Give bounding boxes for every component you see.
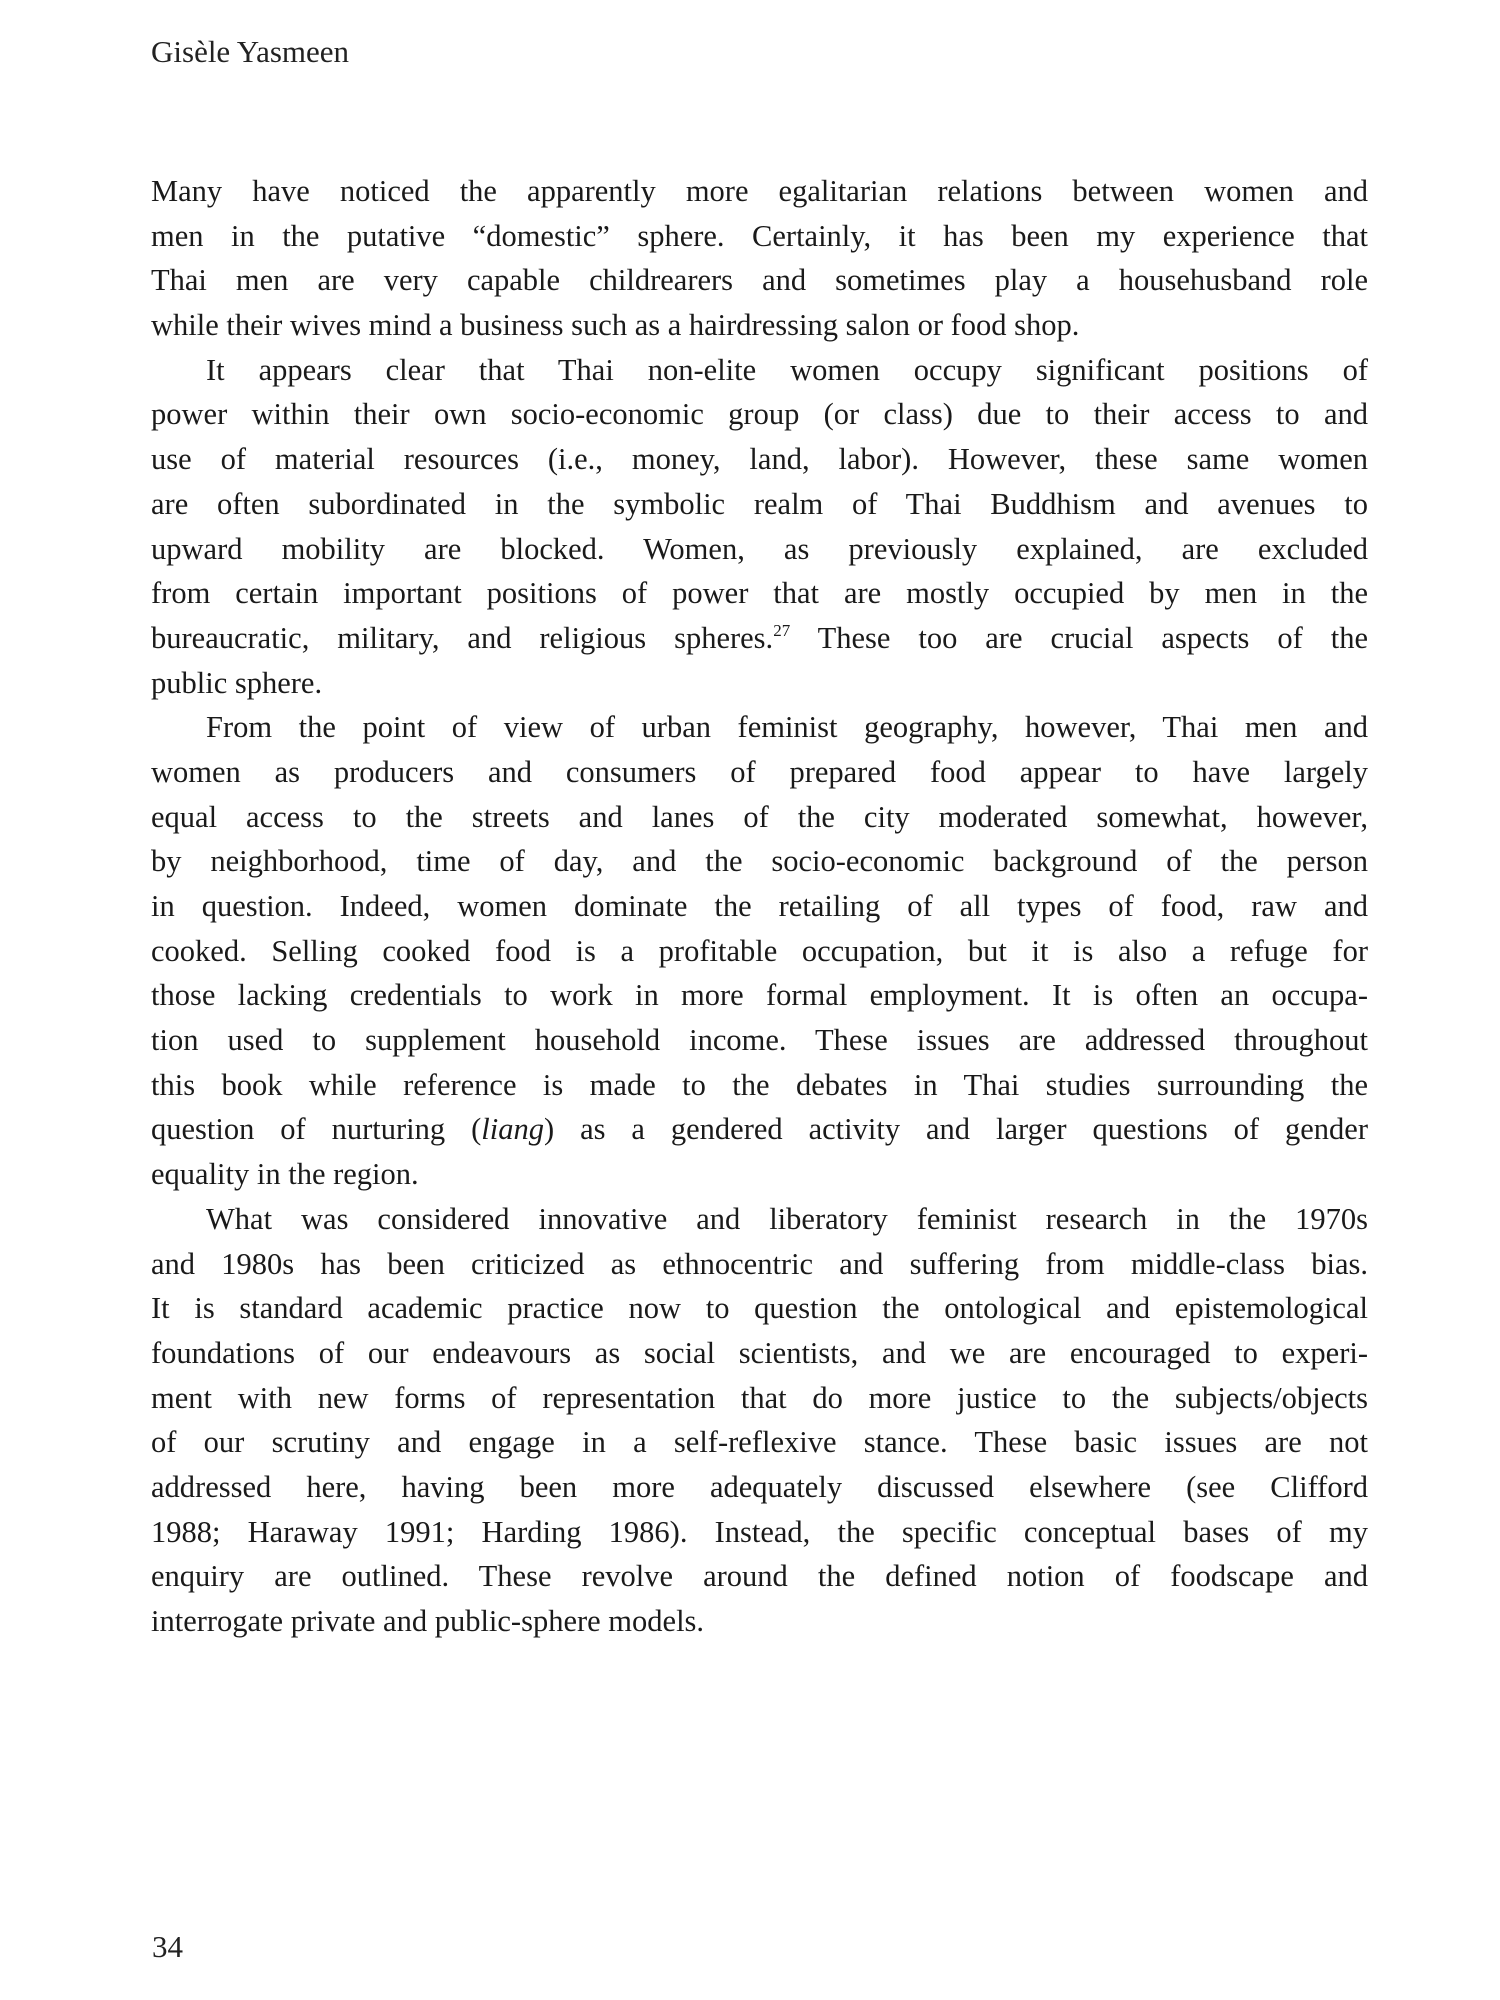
text-line: foundations of our endeavours as social scientists, and we are encouraged to experi-: [151, 1335, 1368, 1370]
text-line: addressed here, having been more adequately discussed elsewhere (see Clifford: [151, 1469, 1368, 1504]
italic-term: liang: [481, 1112, 544, 1147]
text-line: men in the putative “domestic” sphere. Certainly, it has been my experience that: [151, 218, 1368, 253]
text-line: tion used to supplement household income. These issues are addressed throughout: [151, 1023, 1368, 1058]
page-number: 34: [152, 1929, 183, 1964]
text-line: enquiry are outlined. These revolve around the defined notion of foodscape and: [151, 1559, 1368, 1594]
running-head-author: Gisèle Yasmeen: [151, 34, 350, 69]
text-line: What was considered innovative and liberatory feminist research in the 1970s: [206, 1201, 1368, 1236]
text-line: of our scrutiny and engage in a self-reflexive stance. These basic issues are not: [151, 1425, 1368, 1460]
text-line: equal access to the streets and lanes of the city moderated somewhat, however,: [151, 799, 1368, 834]
text-line: 1988; Haraway 1991; Harding 1986). Instead, the specific conceptual bases of my: [151, 1514, 1368, 1549]
text-line: interrogate private and public-sphere models.: [151, 1604, 705, 1638]
text-line: those lacking credentials to work in more formal employment. It is often an occupa-: [151, 978, 1368, 1013]
text-line: cooked. Selling cooked food is a profitable occupation, but it is also a refuge for: [151, 933, 1368, 968]
body-text: [151, 169, 1368, 1644]
text-line: It is standard academic practice now to question the ontological and epistemological: [151, 1291, 1368, 1326]
text-line: Thai men are very capable childrearers and sometimes play a househusband role: [151, 263, 1368, 298]
text-line: bureaucratic, military, and religious spheres.$^{27}$ These too are crucial aspects of the: [151, 620, 1368, 655]
text-line: and 1980s has been criticized as ethnocentric and suffering from middle-class bias.: [151, 1246, 1368, 1281]
text-line: It appears clear that Thai non-elite women occupy significant positions of: [206, 352, 1368, 387]
text-line: in question. Indeed, women dominate the retailing of all types of food, raw and: [151, 889, 1368, 923]
text-line: public sphere.: [151, 665, 323, 700]
text-line: question of nurturing (liang) as a gendered activity and larger questions of gender: [151, 1112, 1368, 1147]
paragraph: [151, 169, 1368, 348]
text-line: by neighborhood, time of day, and the socio-economic background of the person: [151, 844, 1368, 879]
text-line: Many have noticed the apparently more egalitarian relations between women and: [151, 174, 1368, 208]
paragraph: [151, 1197, 1368, 1644]
text-line: use of material resources (i.e., money, land, labor). However, these same women: [151, 442, 1368, 477]
text-line: while their wives mind a business such as a hairdressing salon or food shop.: [151, 308, 1080, 343]
text-line: upward mobility are blocked. Women, as previously explained, are excluded: [151, 531, 1368, 566]
text-line: from certain important positions of power that are mostly occupied by men in the: [151, 576, 1368, 611]
text-line: are often subordinated in the symbolic realm of Thai Buddhism and avenues to: [151, 486, 1368, 521]
text-line: From the point of view of urban feminist geography, however, Thai men and: [206, 710, 1368, 745]
text-line: this book while reference is made to the debates in Thai studies surrounding the: [151, 1067, 1368, 1102]
text-line: power within their own socio-economic group (or class) due to their access to and: [151, 397, 1368, 432]
paragraph: [151, 348, 1368, 706]
paragraph: [151, 705, 1368, 1197]
text-line: ment with new forms of representation that do more justice to the subjects/objects: [151, 1380, 1368, 1415]
footnote-marker[interactable]: 27: [773, 620, 791, 640]
text-line: equality in the region.: [151, 1157, 419, 1192]
text-line: women as producers and consumers of prepared food appear to have largely: [151, 754, 1368, 789]
